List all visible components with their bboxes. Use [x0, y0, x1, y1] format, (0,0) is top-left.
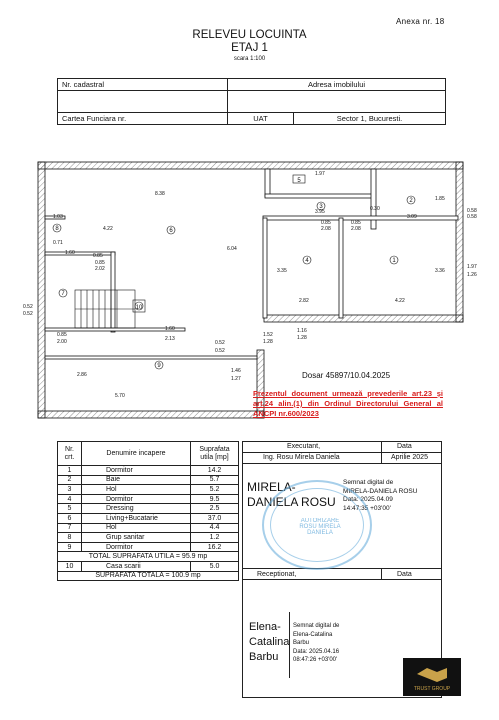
dim-label: 2.08: [351, 226, 361, 232]
table-row: 4 Dormitor 9.5: [58, 494, 239, 504]
dim-label: 2.82: [299, 298, 309, 304]
table-row: 6 Living+Bucatarie 37.0: [58, 513, 239, 523]
dim-label: 1.26: [467, 272, 477, 278]
dim-label: 3.09: [407, 214, 417, 220]
scale-label: scara 1:100: [233, 56, 266, 62]
interior-walls: [45, 169, 458, 359]
dim-label: 4.22: [103, 226, 113, 232]
signer1-name: MIRELA- DANIELA ROSU: [247, 480, 336, 509]
executant-header-row: [243, 442, 441, 453]
dim-label: 5.70: [115, 393, 125, 399]
table-row: 8 Grup sanitar 1.2: [58, 533, 239, 543]
signer2-name: Elena- Catalina Barbu: [249, 621, 290, 663]
annex-number: Anexa nr. 18: [396, 17, 445, 26]
total-util-row: TOTAL SUPRAFATA UTILA = 95.9 mp: [58, 552, 239, 562]
header-area: Suprafata utila [mp]: [191, 442, 239, 466]
company-logo: [403, 658, 461, 696]
dim-label: 2.13: [165, 336, 175, 342]
document-subtitle: ETAJ 1: [231, 42, 268, 54]
dim-label: 4.22: [395, 298, 405, 304]
dim-label: 1.28: [297, 335, 307, 341]
table-row: 2 Baie 5.7: [58, 475, 239, 485]
room-1-number: 1: [392, 258, 396, 264]
dim-label: 6.04: [227, 246, 237, 252]
dim-label: 0.52: [23, 311, 33, 317]
receptionat-label: Receptionat,: [257, 571, 297, 578]
dim-label: 1.60: [165, 326, 175, 332]
table-row: 1 Dormitor 14.2: [58, 466, 239, 476]
land-book-label: Cartea Funciara nr.: [58, 113, 228, 125]
table-row: 3 Hol 5.2: [58, 485, 239, 495]
sector-label: Sector 1, Bucuresti.: [294, 113, 446, 125]
dim-label: 1.97: [315, 171, 325, 177]
dim-label: 3.95: [315, 209, 325, 215]
dim-label: 3.35: [277, 268, 287, 274]
date-label: Data: [397, 443, 412, 450]
dim-label: 1.16: [297, 328, 307, 334]
dim-label: 0.52: [215, 340, 225, 346]
dim-label: 8.38: [155, 191, 165, 197]
header-name: Denumire incapere: [82, 442, 191, 466]
dim-label: 1.27: [231, 376, 241, 382]
table-row: 5 Dressing 2.5: [58, 504, 239, 514]
floor-plan: [15, 160, 485, 425]
table-row: 7 Hol 4.4: [58, 523, 239, 533]
dim-label: 0.52: [215, 348, 225, 354]
room-8-number: 8: [55, 226, 59, 232]
stamp-text: AUTORIZARE ROSU MIRELA DANIELA: [299, 518, 341, 536]
dim-label: 3.36: [435, 268, 445, 274]
dim-label: 0.85: [93, 253, 103, 259]
document-title: RELEVEU LOCUINTA: [192, 29, 307, 41]
dim-label: 0.52: [23, 304, 33, 310]
date-label-2: Data: [397, 571, 412, 578]
room-7-number: 7: [61, 291, 65, 297]
uat-label: UAT: [228, 113, 294, 125]
dim-label: 0.58: [467, 214, 477, 220]
dim-label: 1.97: [467, 264, 477, 270]
property-header-table: [57, 78, 446, 125]
dim-label: 0.71: [53, 240, 63, 246]
legal-notice: Prezentul document urmează prevederile art.23 și art.24 alin.(1) din Ordinul Directorului General al ANCPI nr.600/2023: [253, 389, 443, 418]
staircase: [75, 290, 135, 328]
executant-name: Ing. Rosu Mirela Daniela: [263, 454, 340, 461]
dim-label: 1.28: [263, 339, 273, 345]
table-row: 10 Casa scarii 5.0: [58, 561, 239, 571]
dim-label: 2.86: [77, 372, 87, 378]
room-5-number: 5: [297, 178, 301, 184]
cadastral-label: Nr. cadastral: [58, 79, 228, 91]
room-6-number: 6: [169, 228, 173, 234]
table-row: 9 Dormitor 16.2: [58, 542, 239, 552]
dim-label: 0.85: [351, 220, 361, 226]
cadastral-value: [58, 91, 228, 113]
dim-label: 0.58: [467, 208, 477, 214]
header-nr: Nr. crt.: [58, 442, 82, 466]
logo-text: TRUST GROUP: [413, 686, 451, 692]
dim-label: 2.02: [95, 266, 105, 272]
dossier-number: Dosar 45897/10.04.2025: [302, 371, 391, 380]
address-label: Adresa imobilului: [228, 79, 446, 91]
rooms-table: [57, 441, 239, 581]
receptionat-header-row: [243, 568, 441, 580]
room-4-number: 4: [305, 258, 309, 264]
dim-label: 0.85: [321, 220, 331, 226]
dim-label: 2.00: [57, 339, 67, 345]
dim-label: 1.60: [65, 250, 75, 256]
dim-label: 0.85: [95, 260, 105, 266]
executant-name-row: [243, 453, 441, 464]
total-row: SUPRAFATA TOTALA = 100.9 mp: [58, 571, 239, 581]
dim-label: 1.46: [231, 368, 241, 374]
executant-date: Aprilie 2025: [391, 454, 428, 461]
executant-label: Executant,: [287, 443, 321, 450]
dim-label: 2.08: [321, 226, 331, 232]
address-value: [228, 91, 446, 113]
room-9-number: 9: [157, 363, 161, 369]
signer2-digital-signature: Semnat digital de Elena-Catalina Barbu Data: 2025.04.16 08:47:26 +03'00': [293, 623, 340, 663]
dim-label: 1.85: [435, 196, 445, 202]
dim-label: 1.52: [263, 332, 273, 338]
dim-label: 0.30: [370, 206, 380, 212]
room-10-number: 10: [135, 305, 143, 311]
room-2-number: 2: [409, 198, 413, 204]
dim-label: 1.03: [53, 214, 63, 220]
signer1-digital-signature: Semnat digital de MIRELA-DANIELA ROSU Data: 2025.04.09 14:47:35 +03'00': [343, 479, 418, 512]
room-3-number: 3: [319, 204, 323, 210]
dim-label: 0.85: [57, 332, 67, 338]
